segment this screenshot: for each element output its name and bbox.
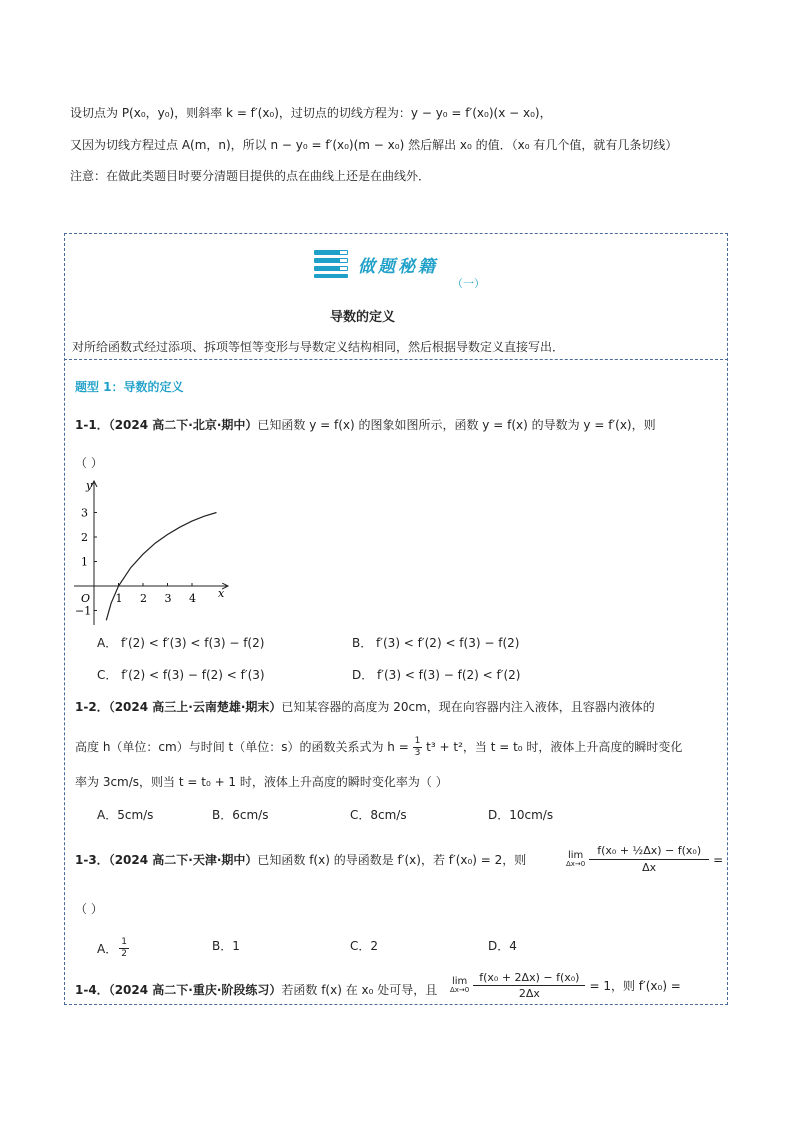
option-c[interactable]: C． f′(2) < f(3) − f(2) < f′(3) xyxy=(97,668,265,682)
question-source: （2024 高二下·重庆·阶段练习） xyxy=(108,983,282,997)
lim-subscript: Δx→0 xyxy=(566,859,586,868)
x-tick-label: 2 xyxy=(140,592,147,605)
banner-title: 做题秘籍 xyxy=(358,257,438,277)
y-tick-label: 3 xyxy=(81,506,88,520)
limit-fraction xyxy=(589,843,709,876)
y-tick-label: 2 xyxy=(81,531,88,544)
numerator: f(x₀ + ½Δx) − f(x₀) xyxy=(589,843,709,860)
question-number: 1-3． xyxy=(75,853,109,867)
option-label: A． xyxy=(97,942,118,956)
option-c[interactable]: C．2 xyxy=(350,939,379,953)
lim-symbol xyxy=(566,851,585,869)
option-b[interactable]: B． f′(3) < f′(2) < f(3) − f(2) xyxy=(352,636,520,650)
numerator: 1 xyxy=(414,736,421,746)
question-source: （2024 高二下·北京·期中） xyxy=(108,418,258,432)
y-tick-label: −1 xyxy=(75,604,92,618)
question-number: 1-2． xyxy=(75,700,109,714)
question-1-1-paren: （ ） xyxy=(75,456,103,470)
question-stem: 已知函数 f(x) 的导函数是 f′(x)，若 f′(x₀) = 2，则 xyxy=(257,853,527,867)
question-1-4 xyxy=(75,981,437,998)
limit-fraction xyxy=(473,970,585,1001)
question-number: 1-4． xyxy=(75,983,109,997)
x-tick-label: 4 xyxy=(189,592,196,605)
question-number: 1-1． xyxy=(75,418,109,432)
lim-text: lim xyxy=(451,975,468,987)
book-stack-icon xyxy=(312,247,352,279)
banner-number: （一） xyxy=(452,277,485,290)
x-tick-label: 1 xyxy=(115,592,123,605)
question-1-2 xyxy=(75,698,655,715)
topic-heading: 题型 1：导数的定义 xyxy=(75,380,184,394)
limit-expression xyxy=(450,970,681,1001)
option-d[interactable]: D．4 xyxy=(488,939,517,953)
option-b[interactable]: B．6cm/s xyxy=(212,808,269,822)
stem-part: 高度 h（单位：cm）与时间 t（单位：s）的函数关系式为 h = xyxy=(75,740,409,754)
option-b[interactable]: B．1 xyxy=(212,939,240,953)
numerator: 1 xyxy=(121,937,127,947)
option-a[interactable] xyxy=(97,937,129,960)
lim-symbol xyxy=(450,977,469,995)
intro-line-2: 又因为切线方程过点 A(m，n)，所以 n − y₀ = f′(x₀)(m − x₀) 然后解出 x₀ 的值．（x₀ 有几个值，就有几条切线） xyxy=(70,138,678,152)
fraction xyxy=(413,736,423,759)
question-stem: 已知函数 y = f(x) 的图象如图所示，函数 y = f(x) 的导数为 y = f′(x)，则 xyxy=(257,418,656,432)
function-curve xyxy=(106,513,216,621)
limit-expression xyxy=(566,843,723,876)
denominator: Δx xyxy=(642,861,657,874)
numerator: f(x₀ + 2Δx) − f(x₀) xyxy=(473,970,585,986)
option-d[interactable]: D．10cm/s xyxy=(488,808,554,822)
option-a[interactable]: A． f′(2) < f′(3) < f(3) − f(2) xyxy=(97,636,265,650)
option-fraction xyxy=(119,937,129,960)
stem-tail: = 1，则 f′(x₀) = xyxy=(589,979,681,993)
y-axis-label: y xyxy=(86,479,93,492)
question-1-3 xyxy=(75,851,526,868)
lim-text: lim xyxy=(567,849,584,861)
question-1-3-paren: （ ） xyxy=(75,902,103,916)
function-graph xyxy=(70,475,240,630)
denominator: 2 xyxy=(121,949,127,959)
x-axis-label: x xyxy=(218,587,225,600)
question-stem: 若函数 f(x) 在 x₀ 处可导，且 xyxy=(281,983,438,997)
intro-line-1: 设切点为 P(x₀，y₀)，则斜率 k = f′(x₀)，过切点的切线方程为：y − y₀ = f′(x₀)(x − x₀)， xyxy=(70,106,552,120)
option-d[interactable]: D． f′(3) < f(3) − f(2) < f′(2) xyxy=(352,668,521,682)
question-source: （2024 高三上·云南楚雄·期末） xyxy=(108,700,282,714)
x-tick-label: 3 xyxy=(164,592,172,605)
stem-part: t³ + t²，当 t = t₀ 时，液体上升高度的瞬时变化 xyxy=(426,740,683,754)
question-1-2-line-2 xyxy=(75,736,682,759)
section-subtitle: 导数的定义 xyxy=(330,310,396,325)
lim-subscript: Δx→0 xyxy=(450,985,470,994)
origin-label: O xyxy=(81,592,91,605)
question-1-2-line-3: 率为 3cm/s，则当 t = t₀ + 1 时，液体上升高度的瞬时变化率为（ ） xyxy=(75,775,448,789)
question-source: （2024 高二下·天津·期中） xyxy=(108,853,258,867)
question-stem: 已知某容器的高度为 20cm，现在向容器内注入液体，且容器内液体的 xyxy=(281,700,655,714)
section-description: 对所给函数式经过添项、拆项等恒等变形与导数定义结构相同，然后根据导数定义直接写出． xyxy=(72,340,565,354)
option-a[interactable]: A．5cm/s xyxy=(97,808,154,822)
option-c[interactable]: C．8cm/s xyxy=(350,808,407,822)
box-divider xyxy=(64,359,728,360)
denominator: 2Δx xyxy=(518,987,540,1000)
intro-line-3: 注意：在做此类题目时要分清题目提供的点在曲线上还是在曲线外． xyxy=(70,169,431,183)
question-1-1 xyxy=(75,416,656,433)
y-tick-label: 1 xyxy=(81,555,88,569)
equals-sign: = xyxy=(713,852,724,867)
denominator: 3 xyxy=(414,748,421,758)
